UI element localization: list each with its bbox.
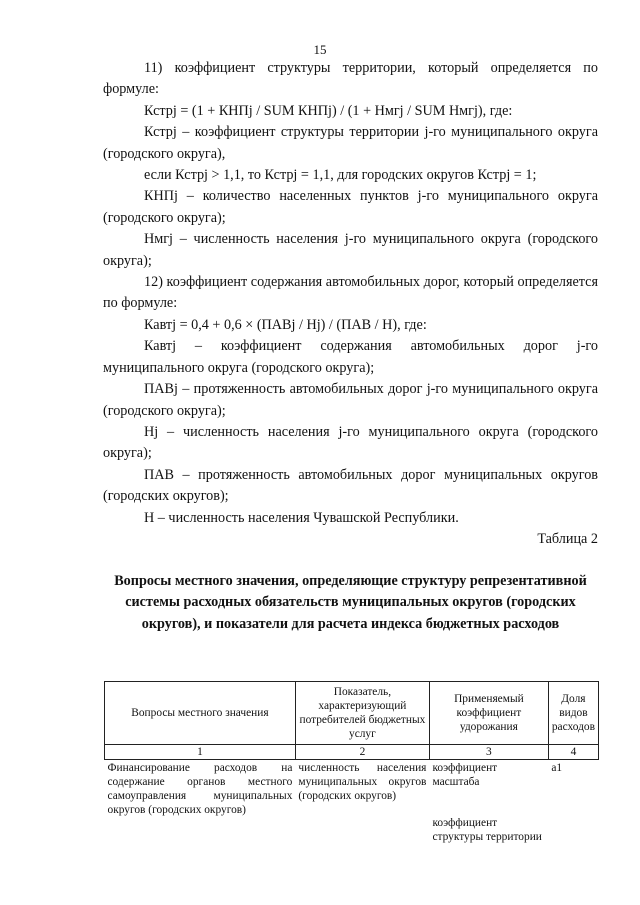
table-row [105,760,599,845]
paragraph: Нмгj – численность населения j-го муниципального округа (городского округа); [103,231,598,269]
header-coefficient: Применяемый коэффициент удорожания [429,682,548,745]
paragraph: Кстрj – коэффициент структуры территории j-го муниципального округа (городского округа), [103,124,598,162]
paragraph: КНПj – количество населенных пунктов j-го муниципального округа (городского округа); [103,188,598,226]
column-number: 3 [429,745,548,760]
body-text [103,58,598,529]
table-title: Вопросы местного значения, определяющие структуру репрезентативной системы расходных обязательств муниципальных округов (городских округов), и показатели для расчета индекса бюджетных расходов [114,573,587,632]
coefficient-scale: коэффициент масштаба [432,762,498,788]
formula-kstr: Кстрj = (1 + КНПj / SUM КНПj) / (1 + Нмгj / SUM Нмгj), где: [144,102,513,119]
header-share: Доля видов расходов [548,682,598,745]
column-number: 2 [295,745,429,760]
header-questions: Вопросы местного значения [105,682,296,745]
paragraph: ПАВj – протяженность автомобильных дорог j-го муниципального округа (городского округа); [103,381,598,419]
paragraph: Н – численность населения Чувашской Республики. [144,509,459,526]
paragraph: ПАВ – протяженность автомобильных дорог муниципальных округов (городских округов); [103,466,598,505]
cell-indicator: численность населения муниципальных округов (городских округов) [298,762,427,802]
paragraph: Кавтj – коэффициент содержания автомобильных дорог j-го муниципального округа (городского округа); [103,338,598,376]
column-number-row [105,745,599,760]
column-number: 4 [548,745,598,760]
page-number: 15 [313,42,327,57]
column-number: 1 [105,745,296,760]
table-header-row [105,682,599,745]
cell-share: a1 [551,762,563,774]
cell-spacer [432,789,545,816]
paragraph: 12) коэффициент содержания автомобильных дорог, который определяется по формуле: [103,274,598,312]
paragraph: Нj – численность населения j-го муниципального округа (городского округа); [103,423,598,462]
paragraph: если Кстрj > 1,1, то Кстрj = 1,1, для городских округов Кстрj = 1; [144,167,537,184]
paragraph: 11) коэффициент структуры территории, который определяется по формуле: [103,60,598,98]
coefficient-territory: коэффициент структуры территории [432,817,542,843]
cell-question: Финансирование расходов на содержание органов местного самоуправления муниципальных округов (городских округов) [107,762,293,816]
cell-coefficients [429,760,548,845]
structure-table [104,681,599,844]
formula-kavt: Кавтj = 0,4 + 0,6 × (ПАВj / Нj) / (ПАВ / Н), где: [144,316,427,333]
header-indicator: Показатель, характеризующий потребителей бюджетных услуг [295,682,429,745]
table-caption: Таблица 2 [537,531,598,547]
